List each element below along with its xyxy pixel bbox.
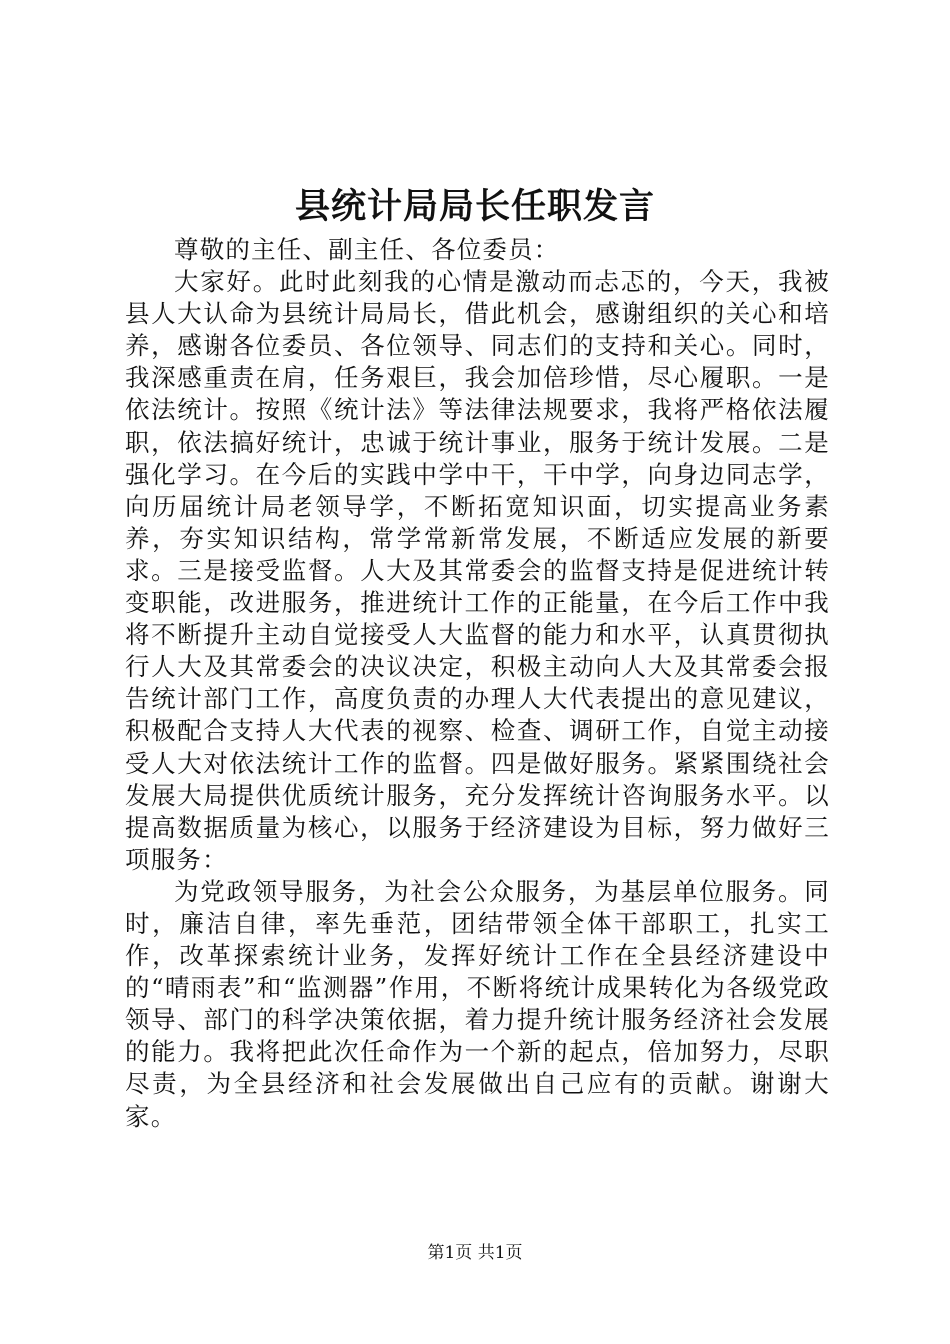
paragraph-1: 大家好。此时此刻我的心情是激动而忐忑的，今天，我被县人大认命为县统计局局长，借此机会，感谢组织的关心和培养，感谢各位委员、各位领导、同志们的支持和关心。同时，我深感重责在肩，任务艰巨，我会加倍珍惜，尽心履职。一是依法统计。按照《统计法》等法律法规要求，我将严格依法履职，依法搞好统计，忠诚于统计事业，服务于统计发展。二是强化学习。在今后的实践中学中干，干中学，向身边同志学，向历届统计局老领导学，不断拓宽知识面，切实提高业务素养，夯实知识结构，常学常新常发展，不断适应发展的新要求。三是接受监督。人大及其常委会的监督支持是促进统计转变职能，改进服务，推进统计工作的正能量，在今后工作中我将不断提升主动自觉接受人大监督的能力和水平，认真贯彻执行人大及其常委会的决议决定，积极主动向人大及其常委会报告统计部门工作，高度负责的办理人大代表提出的意见建议，积极配合支持人大代表的视察、检查、调研工作，自觉主动接受人大对依法统计工作的监督。四是做好服务。紧紧围绕社会发展大局提供优质统计服务，充分发挥统计咨询服务水平。以提高数据质量为核心，以服务于经济建设为目标，努力做好三项服务： [125,267,830,874]
paragraph-2: 为党政领导服务，为社会公众服务，为基层单位服务。同时，廉洁自律，率先垂范，团结带领全体干部职工，扎实工作，改革探索统计业务，发挥好统计工作在全县经济建设中的“晴雨表”和“监测器”作用，不断将统计成果转化为各级党政领导、部门的科学决策依据，着力提升统计服务经济社会发展的能力。我将把此次任命作为一个新的起点，倍加努力，尽职尽责，为全县经济和社会发展做出自己应有的贡献。谢谢大家。 [125,876,830,1131]
document-body [125,234,830,1133]
document-title: 县统计局局长任职发言 [294,186,655,227]
salutation: 尊敬的主任、副主任、各位委员： [174,235,560,264]
page-footer: 第1页 共1页 [427,1243,523,1263]
